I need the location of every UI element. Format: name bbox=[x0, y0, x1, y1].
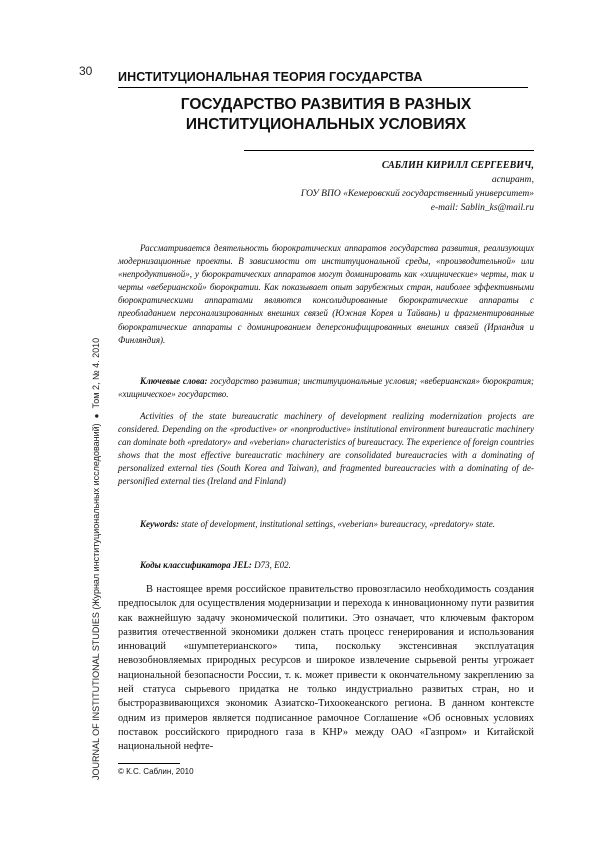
author-email: e-mail: Sablin_ks@mail.ru bbox=[430, 203, 534, 213]
side-journal-label bbox=[91, 260, 101, 780]
keywords-russian bbox=[118, 375, 534, 401]
keywords-russian-label: Ключевые слова: bbox=[140, 376, 208, 386]
jel-codes bbox=[118, 559, 534, 572]
journal-title: JOURNAL OF INSTITUTIONAL STUDIES (Журнал институциональных исследований) bbox=[91, 423, 101, 780]
abstract-english-text: Activities of the state bureaucratic machinery of development realizing modernization projects are considered. Depending on the «productive» or «nonproductive» institutional environment bureaucratic machinery can dominate both «predatory» and «veberian» characteristics of bureaucracy. The experience of foreign countries shows that the most effective bureaucratic machinery are consolidated bureaucracies with a dominating of personalized external ties (South Korea and Taiwan), and fragmented bureaucracies with a dominating of de-personified external ties (Ireland and Finland) bbox=[118, 411, 534, 487]
author-affiliation: ГОУ ВПО «Кемеровский государственный университет» bbox=[300, 189, 534, 199]
author-name: САБЛИН КИРИЛЛ СЕРГЕЕВИЧ, bbox=[381, 160, 534, 171]
page-number: 30 bbox=[79, 64, 93, 78]
abstract-russian-text: Рассматривается деятельность бюрократических аппаратов государства развития, реализующих модернизационные проекты. В зависимости от институциональной среды, «производительной» или «непродуктивной», у бюрократических аппаратов могут доминировать как «хищнические» черты, так и черты «веберианской» бюрократии. Как показывает опыт зарубежных стран, наиболее эффективными бюрократическими аппаратами являются консолидированные бюрократические аппараты с преобладанием персонализированных внешних связей (Южная Корея и Тайвань) и фрагментированные бюрократические аппараты с доминированием деперсонифицированных внешних связей (Ирландия и Финляндия). bbox=[118, 243, 534, 345]
jel-codes-label: Коды классификатора JEL: bbox=[140, 560, 252, 570]
abstract-english bbox=[118, 410, 534, 489]
copyright-footnote: © К.С. Саблин, 2010 bbox=[118, 767, 194, 776]
article-title bbox=[118, 95, 534, 135]
jel-codes-text: D73, E02. bbox=[251, 560, 291, 570]
article-title-line-2: ИНСТИТУЦИОНАЛЬНЫХ УСЛОВИЯХ bbox=[185, 116, 467, 133]
keywords-russian-text: государство развития; институциональные условия; «веберианская» бюрократия; «хищническое» государство. bbox=[118, 376, 535, 400]
keywords-english-label: Keywords: bbox=[140, 519, 179, 529]
article-title-line-1: ГОСУДАРСТВО РАЗВИТИЯ В РАЗНЫХ bbox=[180, 96, 472, 113]
author-block bbox=[200, 159, 534, 215]
keywords-english bbox=[118, 518, 534, 531]
bullet-icon: ● bbox=[92, 413, 101, 419]
author-position: аспирант, bbox=[491, 175, 534, 185]
abstract-russian bbox=[118, 242, 534, 347]
body-paragraph: В настоящее время российское правительство провозгласило необходимость создания предпосылок для осуществления модернизации и перехода к инновационному пути развития как важнейшую задачу экономической политики. Это означает, что ключевым фактором развития отечественной экономики должен стать процесс генерирования и использования инноваций «шумпетерианского» типа, поскольку экстенсивная эксплуатация невозобновляемых природных ресурсов и широкое извлечение сырьевой ренты угрожает национальной безопасности России, т. к. может привести к окончательному закреплению за ней статуса сырьевого придатка не только индустриально развитых стран, но и быстроразвивающихся экономик Азиатско-Тихоокеанского региона. В данном контексте одним из примеров является подписанное рамочное Соглашение «Об основных условиях поставок российского природного газа в КНР» между ОАО «Газпром» и Китайской национальной нефте- bbox=[118, 584, 534, 753]
title-divider bbox=[244, 150, 534, 151]
keywords-english-text: state of development, institutional settings, «veberian» bureaucracy, «predatory» state. bbox=[179, 519, 496, 529]
running-head: ИНСТИТУЦИОНАЛЬНАЯ ТЕОРИЯ ГОСУДАРСТВА bbox=[118, 70, 528, 88]
journal-issue: Том 2, № 4. 2010 bbox=[91, 337, 101, 409]
footnote-divider bbox=[118, 763, 180, 764]
